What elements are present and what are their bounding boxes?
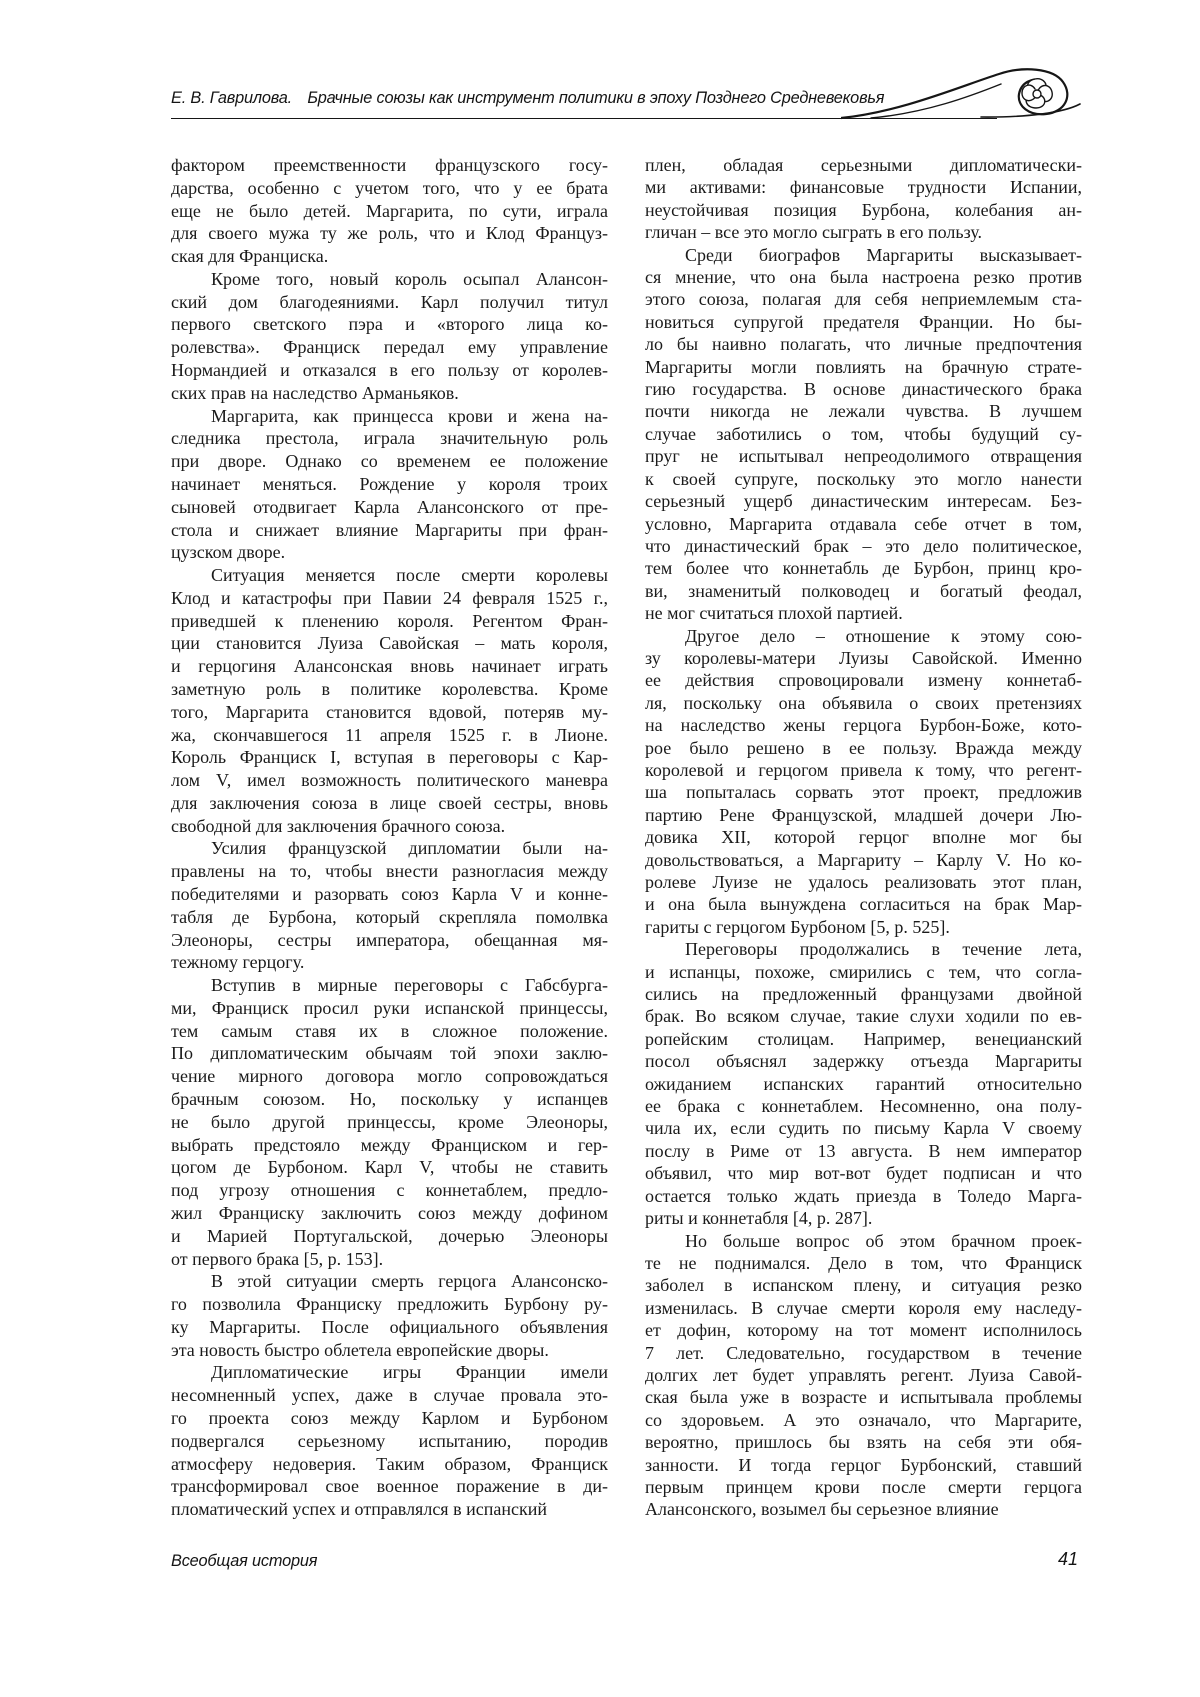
text-line: ожиданием испанских гарантий относительно (645, 1073, 1082, 1094)
text-line: почти никогда не лежали чувства. В лучшем (645, 401, 1082, 422)
text-line: фактором преемственности французского госу- (171, 155, 608, 175)
paragraph (171, 1361, 608, 1520)
text-line: этого союза, полагая для себя неприемлемым ста- (645, 289, 1082, 310)
text-line: партию Рене Французской, младшей дочери Лю- (645, 804, 1082, 825)
text-line: го проекта союз между Карлом и Бурбоном (171, 1407, 608, 1428)
text-line: ролевства». Франциск передал ему управление (171, 337, 608, 358)
text-line: ролеве Луизе не удалось реализовать этот план, (645, 872, 1082, 892)
text-line: тежному герцогу. (171, 952, 305, 973)
text-line: Усилия французской дипломатии были на- (211, 838, 608, 859)
text-column-right (645, 154, 1082, 1521)
text-line: плен, обладая серьезными дипломатически- (645, 155, 1082, 175)
text-line: Но больше вопрос об этом брачном проек- (685, 1230, 1082, 1251)
text-line: Элеоноры, сестры императора, обещанная мя- (171, 929, 608, 950)
text-line: ских прав на наследство Арманьяков. (171, 382, 459, 403)
text-line: ся мнение, что она была настроена резко против (645, 267, 1082, 288)
text-line: ее действия спровоцировали измену коннетаб- (645, 670, 1082, 691)
text-line: изменилась. В случае смерти короля ему наследу- (645, 1297, 1082, 1318)
text-line: ша попыталась сорвать этот проект, предложив (645, 782, 1082, 803)
text-line: новиться супругой предателя Франции. Но бы- (645, 311, 1082, 332)
paragraph (645, 244, 1082, 625)
text-line: табля де Бурбона, который скрепляла помолвка (171, 906, 608, 927)
text-line: на наследство жены герцога Бурбон-Боже, кото- (645, 715, 1082, 736)
text-line: Другое дело – отношение к этому сою- (685, 625, 1082, 646)
paragraph (171, 1270, 608, 1361)
text-line: чила их, если судить по письму Карла V своему (645, 1118, 1082, 1139)
text-line: брачным союзом. Но, поскольку у испанцев (171, 1089, 608, 1110)
running-head (171, 88, 884, 108)
text-line: жил Франциску заключить союз между дофином (171, 1202, 608, 1223)
text-line: эта новость быстро облетела европейские дворы. (171, 1339, 549, 1360)
text-line: и герцогиня Алансонская вновь начинает играть (171, 656, 608, 677)
text-line: пруг не испытывал непреодолимого отвращения (645, 446, 1082, 467)
text-line: королевой и герцогом привела к тому, что регент- (645, 759, 1082, 780)
text-line: Ситуация меняется после смерти королевы (211, 565, 608, 586)
page-number: 41 (1057, 1549, 1078, 1569)
text-line: ский дом благодеяниями. Карл получил титул (171, 291, 608, 312)
paragraph (171, 268, 608, 405)
text-line: ции становится Луиза Савойская – мать короля, (171, 633, 608, 654)
text-line: В этой ситуации смерть герцога Алансонско- (211, 1271, 608, 1292)
text-line: для заключения союза в лице своей сестры, вновь (171, 792, 608, 813)
text-column-left (171, 154, 608, 1521)
text-line: дарства, особенно с учетом того, что у ее брата (171, 177, 608, 198)
text-line: и она была вынуждена согласиться на брак Мар- (645, 894, 1082, 915)
text-line: чение мирного договора могло сопровождаться (171, 1066, 608, 1087)
text-line: заболел в испанском плену, и ситуация резко (645, 1275, 1082, 1296)
paragraph (171, 837, 608, 974)
paragraph (645, 1230, 1082, 1521)
text-line: Клод и катастрофы при Павии 24 февраля 1525 г., (171, 587, 608, 608)
running-head-author: Е. В. Гаврилова. (171, 88, 292, 107)
text-line: ропейским столицам. Например, венецианский (645, 1028, 1082, 1049)
text-line: свободной для заключения брачного союза. (171, 815, 506, 836)
text-line: объявил, что мир вот-вот будет подписан и что (645, 1163, 1082, 1184)
text-line: ля, поскольку она объявила о своих претензиях (645, 692, 1082, 713)
text-line: послу в Риме от 13 августа. В нем император (645, 1140, 1082, 1161)
text-line: ет дофин, которому на тот момент исполнилось (645, 1320, 1082, 1341)
text-line: Вступив в мирные переговоры с Габсбурга- (211, 975, 608, 996)
text-line: Среди биографов Маргариты высказывает- (685, 244, 1082, 265)
text-line: того, Маргарита становится вдовой, потеряв му- (171, 701, 608, 722)
text-line: подвергался серьезному испытанию, породив (171, 1430, 608, 1451)
text-line: Нормандией и отказался в его пользу от королев- (171, 360, 608, 381)
text-line: серьезный ущерб династическим интересам. Без- (645, 491, 1082, 512)
text-line: не мог считаться плохой партией. (645, 603, 903, 624)
text-line: Маргариты могли повлиять на брачную страте- (645, 356, 1082, 377)
text-line: цогом де Бурбоном. Карл V, чтобы не ставить (171, 1157, 608, 1178)
text-line: Алансонского, возымел бы серьезное влияние (645, 1499, 999, 1520)
paragraph (645, 154, 1082, 244)
text-line: еще не было детей. Маргарита, по сути, играла (171, 200, 608, 221)
text-line: для своего мужа ту же роль, что и Клод Француз- (171, 223, 608, 244)
text-line: не было другой принцессы, кроме Элеоноры, (171, 1111, 608, 1132)
text-line: посол объяснял задержку отъезда Маргариты (645, 1051, 1082, 1072)
text-line: пломатический успех и отправлялся в испанский (171, 1499, 547, 1520)
text-line: цузском дворе. (171, 542, 286, 563)
text-line: ку Маргариты. После официального объявления (171, 1316, 608, 1337)
text-line: занности. И тогда герцог Бурбонский, ставший (645, 1454, 1082, 1475)
text-line: ская была уже в возрасте и испытывала проблемы (645, 1387, 1082, 1408)
footer-section-title: Всеобщая история (171, 1551, 318, 1570)
text-line: довольствоваться, а Маргариту – Карлу V. Но ко- (645, 849, 1082, 870)
text-line: ее брака с коннетаблем. Несомненно, она полу- (645, 1096, 1082, 1117)
text-line: долгих лет будет управлять регент. Луиза Савой- (645, 1364, 1082, 1385)
text-line: следника престола, играла значительную роль (171, 428, 608, 449)
text-line: от первого брака [5, p. 153]. (171, 1248, 384, 1269)
text-line: гариты с герцогом Бурбоном [5, p. 525]. (645, 916, 950, 937)
text-line: стола и снижает влияние Маргариты при фран- (171, 519, 608, 540)
paragraph (171, 564, 608, 837)
text-line: случае заботились о том, чтобы будущий су- (645, 423, 1082, 444)
paragraph (645, 625, 1082, 939)
ornament-flourish-icon (841, 64, 1081, 120)
text-line: риты и коннетабля [4, p. 287]. (645, 1208, 873, 1229)
text-line: при дворе. Однако со временем ее положение (171, 451, 608, 472)
text-line: 7 лет. Следовательно, государством в течение (645, 1342, 1082, 1363)
text-line: неустойчивая позиция Бурбона, колебания ан- (645, 199, 1082, 220)
paragraph (171, 974, 608, 1270)
text-line: жа, скончавшегося 11 апреля 1525 г. в Лионе. (171, 724, 608, 745)
text-line: гию государства. В основе династического брака (645, 379, 1082, 400)
text-line: приведшей к пленению короля. Регентом Фран- (171, 610, 608, 631)
text-line: ми активами: финансовые трудности Испании, (645, 177, 1082, 198)
text-line: Маргарита, как принцесса крови и жена на- (211, 405, 608, 426)
text-line: Король Франциск I, вступая в переговоры с Кар- (171, 747, 608, 768)
text-line: выбрать предстояло между Франциском и гер- (171, 1134, 608, 1155)
text-line: Дипломатические игры Франции имели (211, 1362, 608, 1383)
text-line: ми, Франциск просил руки испанской принцессы, (171, 997, 608, 1018)
text-line: начинает меняться. Рождение у короля троих (171, 473, 608, 494)
text-line: и Марией Португальской, дочерью Элеоноры (171, 1225, 608, 1246)
text-line: под угрозу отношения с коннетаблем, предло- (171, 1180, 608, 1201)
text-line: ло бы наивно полагать, что личные предпочтения (645, 334, 1082, 355)
text-line: ская для Франциска. (171, 246, 329, 267)
text-line: что династический брак – это дело политическое, (645, 535, 1082, 556)
text-line: к своей супруге, поскольку это могло нанести (645, 468, 1082, 489)
text-line: вероятно, пришлось бы взять на себя эти обя- (645, 1432, 1082, 1453)
paragraph (171, 154, 608, 268)
text-line: ви, знаменитый полководец и богатый феодал, (645, 580, 1082, 601)
text-line: зу королевы-матери Луизы Савойской. Именно (645, 647, 1082, 668)
text-line: те не поднимался. Дело в том, что Франциск (645, 1252, 1082, 1273)
text-line: условно, Маргарита отдавала себе отчет в том, (645, 513, 1082, 534)
text-line: довика XII, которой герцог вполне мог бы (645, 827, 1082, 848)
text-line: остается только ждать приезда в Толедо Марга- (645, 1185, 1082, 1206)
paragraph (171, 405, 608, 564)
text-line: брак. Во всяком случае, такие слухи ходили по ев- (645, 1006, 1082, 1027)
text-line: несомненный успех, даже в случае провала это- (171, 1385, 608, 1406)
text-line: со здоровьем. А это означало, что Маргарите, (645, 1409, 1082, 1430)
text-line: сились на предложенный французами двойной (645, 984, 1082, 1005)
text-line: заметную роль в политике королевства. Кроме (171, 678, 608, 699)
text-line: го позволила Франциску предложить Бурбону ру- (171, 1294, 608, 1315)
text-line: сыновей отодвигает Карла Алансонского от пре- (171, 496, 608, 517)
running-head-title: Брачные союзы как инструмент политики в эпоху Позднего Средневековья (307, 88, 885, 107)
paragraph (645, 938, 1082, 1229)
text-line: первого светского пэра и «второго лица ко- (171, 314, 608, 335)
text-line: Переговоры продолжались в течение лета, (685, 939, 1082, 960)
text-line: гличан – все это могло сыграть в его пользу. (645, 222, 983, 243)
text-line: трансформировал свое военное поражение в ди- (171, 1476, 608, 1497)
text-line: Кроме того, новый король осыпал Алансон- (211, 268, 608, 289)
text-line: первым принцем крови после смерти герцога (645, 1476, 1082, 1497)
text-line: лом V, имел возможность политического маневра (171, 770, 608, 791)
text-line: По дипломатическим обычаям той эпохи заклю- (171, 1043, 608, 1064)
text-line: победителями и разорвать союз Карла V и конне- (171, 884, 608, 904)
text-line: тем более что коннетабль де Бурбон, принц кро- (645, 558, 1082, 579)
text-line: правлены на то, чтобы внести разногласия между (171, 861, 608, 882)
text-line: тем самым ставя их в сложное положение. (171, 1020, 608, 1041)
text-line: рое было решено в ее пользу. Вражда между (645, 737, 1082, 758)
text-line: атмосферу недоверия. Таким образом, Франциск (171, 1453, 608, 1474)
text-line: и испанцы, похоже, смирились с тем, что согла- (645, 961, 1082, 982)
